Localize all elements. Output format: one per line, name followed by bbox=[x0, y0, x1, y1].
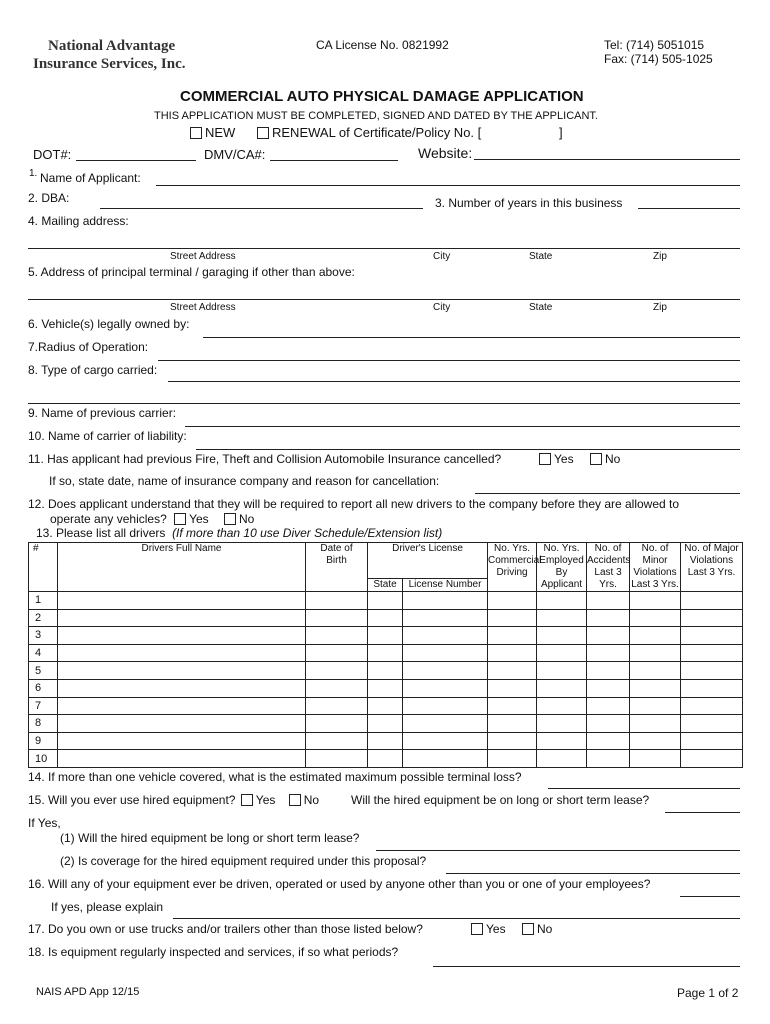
q15-1-field[interactable] bbox=[376, 850, 740, 851]
years-in-business-field[interactable] bbox=[638, 208, 740, 209]
if-yes-label: If Yes, bbox=[28, 816, 61, 830]
ca-license: CA License No. 0821992 bbox=[316, 38, 449, 52]
col-driver-name: Drivers Full Name bbox=[58, 543, 306, 592]
col-num: # bbox=[29, 543, 58, 592]
terminal-address-field[interactable] bbox=[28, 299, 740, 300]
q3-label: 3. Number of years in this business bbox=[435, 196, 623, 210]
q1-label: Name of Applicant: bbox=[40, 171, 141, 185]
q9-label: 9. Name of previous carrier: bbox=[28, 406, 177, 420]
q17-no[interactable]: No bbox=[522, 922, 552, 936]
dot-field[interactable] bbox=[76, 160, 196, 161]
city-caption: City bbox=[433, 251, 451, 262]
q8-label: 8. Type of cargo carried: bbox=[28, 363, 158, 377]
cargo-field-1[interactable] bbox=[168, 381, 740, 382]
cancellation-field[interactable] bbox=[475, 493, 740, 494]
q12-yes[interactable]: Yes bbox=[174, 512, 209, 526]
q15-lease-question: Will the hired equipment be on long or short term lease? bbox=[351, 793, 650, 807]
dmv-label: DMV/CA#: bbox=[204, 147, 266, 162]
dba-field[interactable] bbox=[100, 208, 423, 209]
new-checkbox[interactable] bbox=[190, 127, 202, 139]
q11-no-checkbox[interactable] bbox=[590, 453, 602, 465]
terminal-loss-field[interactable] bbox=[548, 788, 740, 789]
col-license-state: State bbox=[368, 579, 403, 592]
q16-field[interactable] bbox=[680, 896, 740, 897]
q11-no[interactable]: No bbox=[590, 452, 620, 466]
q15-no[interactable]: No bbox=[289, 793, 319, 807]
table-row-number: 10 bbox=[29, 750, 58, 768]
company-name-line1: National Advantage bbox=[48, 38, 176, 54]
cargo-field-2[interactable] bbox=[28, 403, 740, 404]
zip-caption: Zip bbox=[653, 251, 667, 262]
previous-carrier-field[interactable] bbox=[185, 426, 740, 427]
dot-label: DOT#: bbox=[33, 147, 72, 162]
table-row-number: 7 bbox=[29, 697, 58, 715]
radius-field[interactable] bbox=[158, 360, 740, 361]
zip-caption-2: Zip bbox=[653, 302, 667, 313]
q6-label: 6. Vehicle(s) legally owned by: bbox=[28, 317, 190, 331]
website-label: Website: bbox=[418, 145, 473, 161]
q15-yes-checkbox[interactable] bbox=[241, 794, 253, 806]
new-option[interactable]: NEW bbox=[190, 125, 235, 140]
dmv-field[interactable] bbox=[270, 160, 398, 161]
q15-yes[interactable]: Yes bbox=[241, 793, 276, 807]
q12-yes-checkbox[interactable] bbox=[174, 513, 186, 525]
mailing-address-field[interactable] bbox=[28, 248, 740, 249]
q10-label: 10. Name of carrier of liability: bbox=[28, 429, 187, 443]
col-license-number: License Number bbox=[403, 579, 488, 592]
q18-field[interactable] bbox=[433, 966, 740, 967]
q16-explain-field[interactable] bbox=[173, 918, 740, 919]
col-license-group: Driver's License bbox=[368, 543, 488, 579]
q18-label: 18. Is equipment regularly inspected and services, if so what periods? bbox=[28, 945, 399, 959]
q13-note: (If more than 10 use Diver Schedule/Extension list) bbox=[172, 526, 443, 540]
q16-label: 16. Will any of your equipment ever be driven, operated or used by anyone other than you or one of your employees? bbox=[28, 877, 651, 891]
table-row-number: 9 bbox=[29, 732, 58, 750]
q15-2-field[interactable] bbox=[446, 873, 740, 874]
col-employed-years: No. Yrs. Employed By Applicant bbox=[537, 543, 587, 592]
state-caption: State bbox=[529, 251, 553, 262]
q15-label: 15. Will you ever use hired equipment? Yes No bbox=[28, 793, 320, 807]
q11-followup: If so, state date, name of insurance company and reason for cancellation: bbox=[49, 474, 440, 488]
q11-label: 11. Has applicant had previous Fire, Theft and Collision Automobile Insurance cancelled? bbox=[28, 452, 502, 466]
q13-label: 13. Please list all drivers (If more than 10 use Diver Schedule/Extension list) bbox=[36, 526, 443, 540]
q15-2-label: (2) Is coverage for the hired equipment required under this proposal? bbox=[60, 854, 427, 868]
q7-label: 7.Radius of Operation: bbox=[28, 340, 149, 354]
form-code: NAIS APD App 12/15 bbox=[36, 986, 140, 998]
q12-no[interactable]: No bbox=[224, 512, 254, 526]
q11-yes-checkbox[interactable] bbox=[539, 453, 551, 465]
table-row-number: 2 bbox=[29, 609, 58, 627]
table-row-number: 6 bbox=[29, 679, 58, 697]
col-commercial-years: No. Yrs. Commercial Driving bbox=[488, 543, 537, 592]
liability-carrier-field[interactable] bbox=[196, 449, 740, 450]
q15-no-checkbox[interactable] bbox=[289, 794, 301, 806]
q14-label: 14. If more than one vehicle covered, what is the estimated maximum possible terminal loss? bbox=[28, 770, 522, 784]
fax: Fax: (714) 505-1025 bbox=[604, 52, 713, 66]
q5-label: 5. Address of principal terminal / garaging if other than above: bbox=[28, 265, 355, 279]
city-caption-2: City bbox=[433, 302, 451, 313]
table-row-number: 1 bbox=[29, 592, 58, 610]
street-caption: Street Address bbox=[170, 251, 236, 262]
q17-yes-checkbox[interactable] bbox=[471, 923, 483, 935]
page-number: Page 1 of 2 bbox=[677, 986, 739, 1000]
q17-yes[interactable]: Yes bbox=[471, 922, 506, 936]
q12-label: 12. Does applicant understand that they will be required to report all new drivers to the company before they are allowed to bbox=[28, 497, 680, 511]
q16-explain-label: If yes, please explain bbox=[51, 900, 164, 914]
page-title: COMMERCIAL AUTO PHYSICAL DAMAGE APPLICATION bbox=[180, 88, 584, 105]
renewal-checkbox[interactable] bbox=[257, 127, 269, 139]
q15-1-label: (1) Will the hired equipment be long or short term lease? bbox=[60, 831, 360, 845]
table-row-number: 5 bbox=[29, 662, 58, 680]
q4-label: 4. Mailing address: bbox=[28, 214, 129, 228]
q1-number: 1. bbox=[29, 168, 38, 179]
state-caption-2: State bbox=[529, 302, 553, 313]
q12-label-cont: operate any vehicles? Yes No bbox=[50, 512, 255, 526]
company-name-line2: Insurance Services, Inc. bbox=[33, 56, 186, 72]
renewal-bracket: ] bbox=[559, 125, 563, 140]
drivers-table bbox=[28, 542, 743, 768]
website-field[interactable] bbox=[474, 159, 740, 160]
instruction-subtitle: THIS APPLICATION MUST BE COMPLETED, SIGNED AND DATED BY THE APPLICANT. bbox=[154, 110, 598, 122]
telephone: Tel: (714) 5051015 bbox=[604, 38, 705, 52]
street-caption-2: Street Address bbox=[170, 302, 236, 313]
renewal-option[interactable]: RENEWAL of Certificate/Policy No. [ bbox=[257, 125, 481, 140]
q11-yes[interactable]: Yes bbox=[539, 452, 574, 466]
applicant-name-field[interactable] bbox=[156, 185, 740, 186]
col-accidents: No. of Accidents Last 3 Yrs. bbox=[587, 543, 631, 590]
col-dob: Date of Birth bbox=[306, 543, 368, 592]
q17-no-checkbox[interactable] bbox=[522, 923, 534, 935]
table-row-number: 3 bbox=[29, 627, 58, 645]
q12-no-checkbox[interactable] bbox=[224, 513, 236, 525]
table-row-number: 8 bbox=[29, 715, 58, 733]
col-minor-violations: No. of Minor Violations Last 3 Yrs. bbox=[631, 543, 679, 590]
q2-label: 2. DBA: bbox=[28, 191, 70, 205]
col-major-violations: No. of Major Violations Last 3 Yrs. bbox=[681, 543, 743, 592]
lease-term-field[interactable] bbox=[665, 812, 740, 813]
vehicle-owner-field[interactable] bbox=[203, 337, 740, 338]
table-row-number: 4 bbox=[29, 644, 58, 662]
q17-label: 17. Do you own or use trucks and/or trailers other than those listed below? bbox=[28, 922, 423, 936]
